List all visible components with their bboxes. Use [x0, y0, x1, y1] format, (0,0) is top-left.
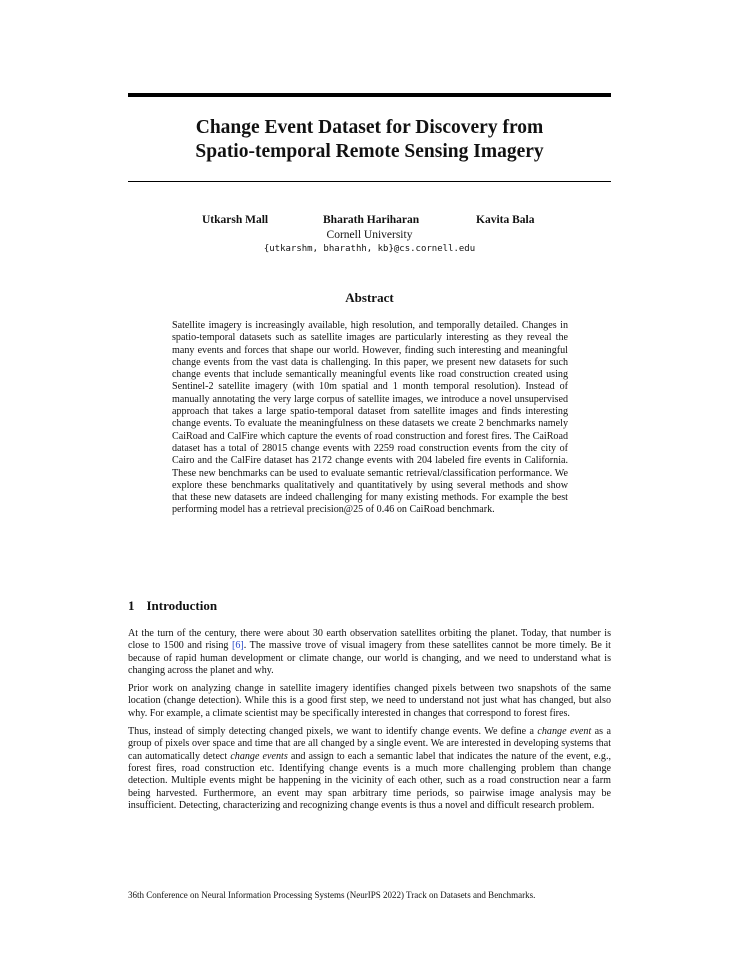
title-line-2: Spatio-temporal Remote Sensing Imagery: [195, 141, 544, 162]
conference-footnote: 36th Conference on Neural Information Processing Systems (NeurIPS 2022) Track on Datasets and Benchmarks.: [128, 890, 536, 900]
intro-p1-text-a: At the turn of the century, there were about 30 earth observation satellites orbiting the planet. Today, that number is close to 1500 and rising: [128, 628, 611, 652]
citation-link[interactable]: [6]: [232, 640, 244, 652]
author-1: Utkarsh Mall: [202, 214, 269, 226]
intro-p3-text-a: Thus, instead of simply detecting changed pixels, we want to identify change events. We define a: [128, 726, 538, 738]
intro-p3-text-b: as a group of pixels over space and time that are all changed by a single event. We are interested in developing systems that can automatically detect: [128, 726, 611, 762]
author-3: Kavita Bala: [476, 214, 535, 226]
top-rule: [128, 93, 611, 97]
section-title: Introduction: [146, 598, 218, 613]
intro-p1-text-b: . The massive trove of visual imagery from these satellites cannot be more timely. Be it because of rapid human development or climate change, our world is changing, and we need to understand what is changing across the planet and why.: [128, 640, 611, 676]
intro-p3-emphasis-2: change events: [230, 750, 288, 762]
paper-title: [128, 116, 611, 164]
author-email: {utkarshm, bharathh, kb}@cs.cornell.edu: [263, 244, 476, 254]
section-number: 1: [128, 598, 135, 613]
intro-paragraph-2: Prior work on analyzing change in satellite imagery identifies changed pixels between two snapshots of the same location (change detection). While this is a good first step, we need to understand not just what has changed, but also why. For example, a climate scientist may be specifically interested in changes that correspond to forest fires.: [128, 683, 611, 719]
section-heading: [128, 598, 217, 614]
intro-p3-emphasis-1: change event: [537, 726, 592, 738]
author-2: Bharath Hariharan: [323, 214, 420, 226]
title-rule: [128, 181, 611, 182]
affiliation: Cornell University: [326, 229, 413, 241]
abstract-text: Satellite imagery is increasingly available, high resolution, and temporally detailed. Changes in spatio-temporal datasets such as satellite images are particularly interesting as they reveal the many events and forces that shape our world. However, finding such interesting and meaningful change events from the vast data is challenging. In this paper, we present new datasets for such change events that include semantically meaningful events like road construction created using Sentinel-2 satellite imagery (with 10m spatial and 1 month temporal resolution). Instead of manually annotating the very large corpus of satellite images, we introduce a novel unsupervised approach that takes a large spatio-temporal dataset from satellite images and finds interesting change events. To evaluate the meaningfulness on these datasets we create 2 benchmarks namely CaiRoad and CalFire which capture the events of road construction and forest fires. The CaiRoad dataset has a total of 28015 change events with 2259 road construction events from the city of Cairo and the CalFire dataset has 2172 change events with 204 labeled fire events in California. These new benchmarks can be used to evaluate semantic retrieval/classification performance. We explore these benchmarks qualitatively and quantitatively by using several methods and show that these new datasets are indeed challenging for many existing methods. For example the best performing model has a retrieval precision@25 of 0.46 on CaiRoad benchmark.: [172, 320, 568, 516]
intro-paragraph-1: [128, 628, 611, 677]
abstract-heading: Abstract: [345, 290, 394, 305]
intro-paragraph-3: [128, 726, 611, 812]
introduction-body: [128, 628, 611, 818]
intro-p3-text-c: and assign to each a semantic label that indicates the nature of the event, e.g., forest fires, road construction etc. Identifying change events is a much more challenging problem than change detection. Multiple events might be happening in the vicinity of each other, such as a road construction near a farm being harvested. Furthermore, an event may span arbitrary time periods, so pairwise image analysis may be insufficient. Detecting, characterizing and recognizing change events is thus a novel and difficult research problem.: [128, 750, 612, 811]
title-line-1: Change Event Dataset for Discovery from: [195, 117, 544, 138]
